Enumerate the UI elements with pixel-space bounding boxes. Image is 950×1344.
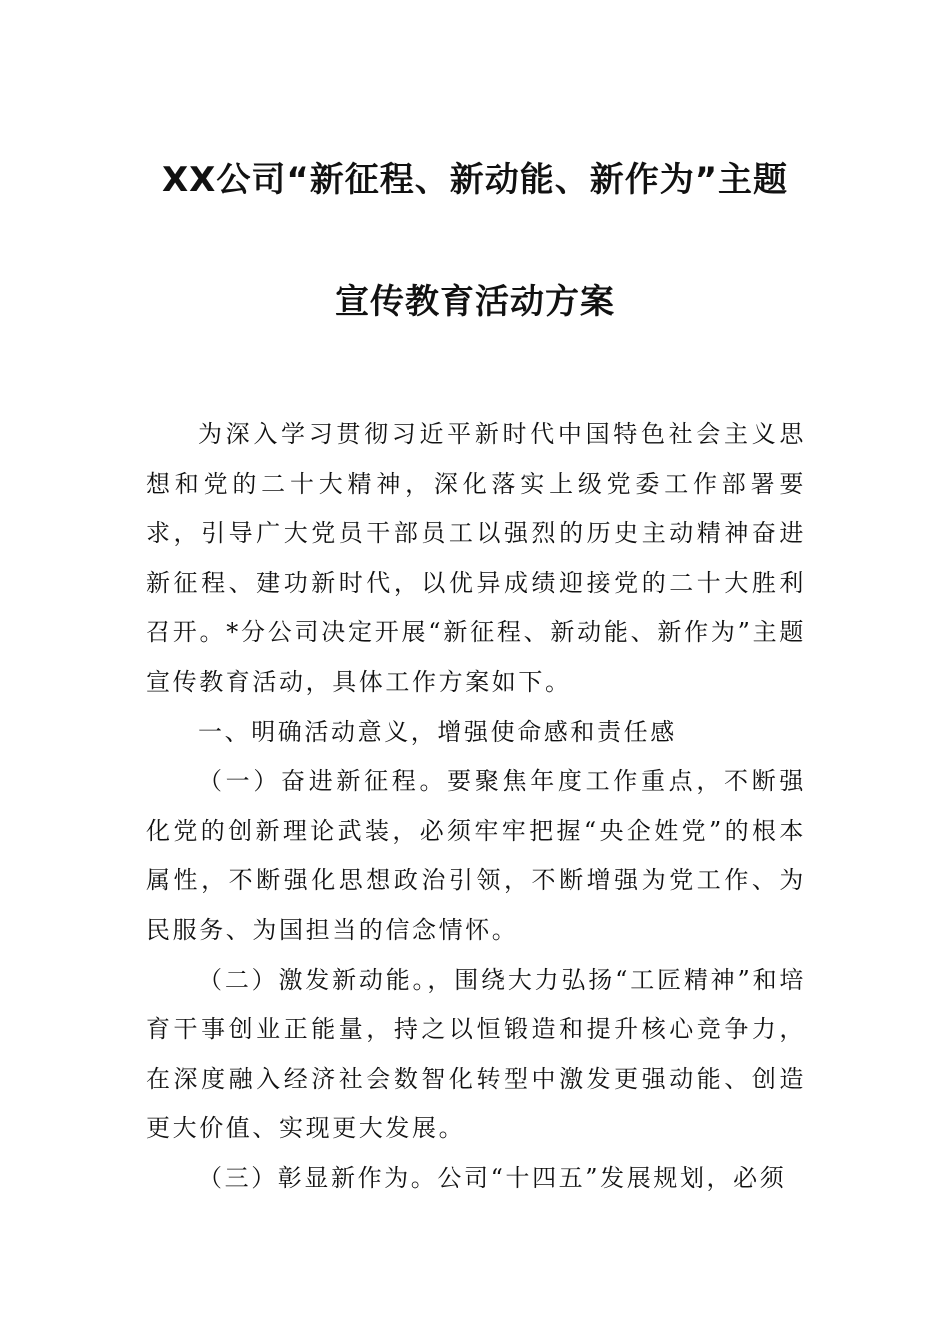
section-heading-1: 一、明确活动意义，增强使命感和责任感: [198, 717, 677, 746]
document-title-line-1: XX公司“新征程、新动能、新作为”主题: [161, 160, 789, 200]
subsection-paragraph-1: （一）奋进新征程。要聚焦年度工作重点，不断强化党的创新理论武装，必须牢牢把握“央企姓党”的根本属性，不断强化思想政治引领，不断增强为党工作、为民服务、为国担当的信念情怀。: [146, 767, 806, 944]
document-body: [146, 410, 806, 1204]
subsection-paragraph-3: （三）彰显新作为。公司“十四五”发展规划，必须: [198, 1163, 787, 1192]
document-title-line-2: 宣传教育活动方案: [335, 282, 615, 322]
intro-paragraph: 为深入学习贯彻习近平新时代中国特色社会主义思想和党的二十大精神，深化落实上级党委工作部署要求，引导广大党员干部员工以强烈的历史主动精神奋进新征程、建功新时代，以优异成绩迎接党的二十大胜利召开。*分公司决定开展“新征程、新动能、新作为”主题宣传教育活动，具体工作方案如下。: [146, 420, 806, 696]
subsection-paragraph-2: （二）激发新动能。，围绕大力弘扬“工匠精神”和培育干事创业正能量，持之以恒锻造和提升核心竞争力，在深度融入经济社会数智化转型中激发更强动能、创造更大价值、实现更大发展。: [146, 965, 806, 1143]
